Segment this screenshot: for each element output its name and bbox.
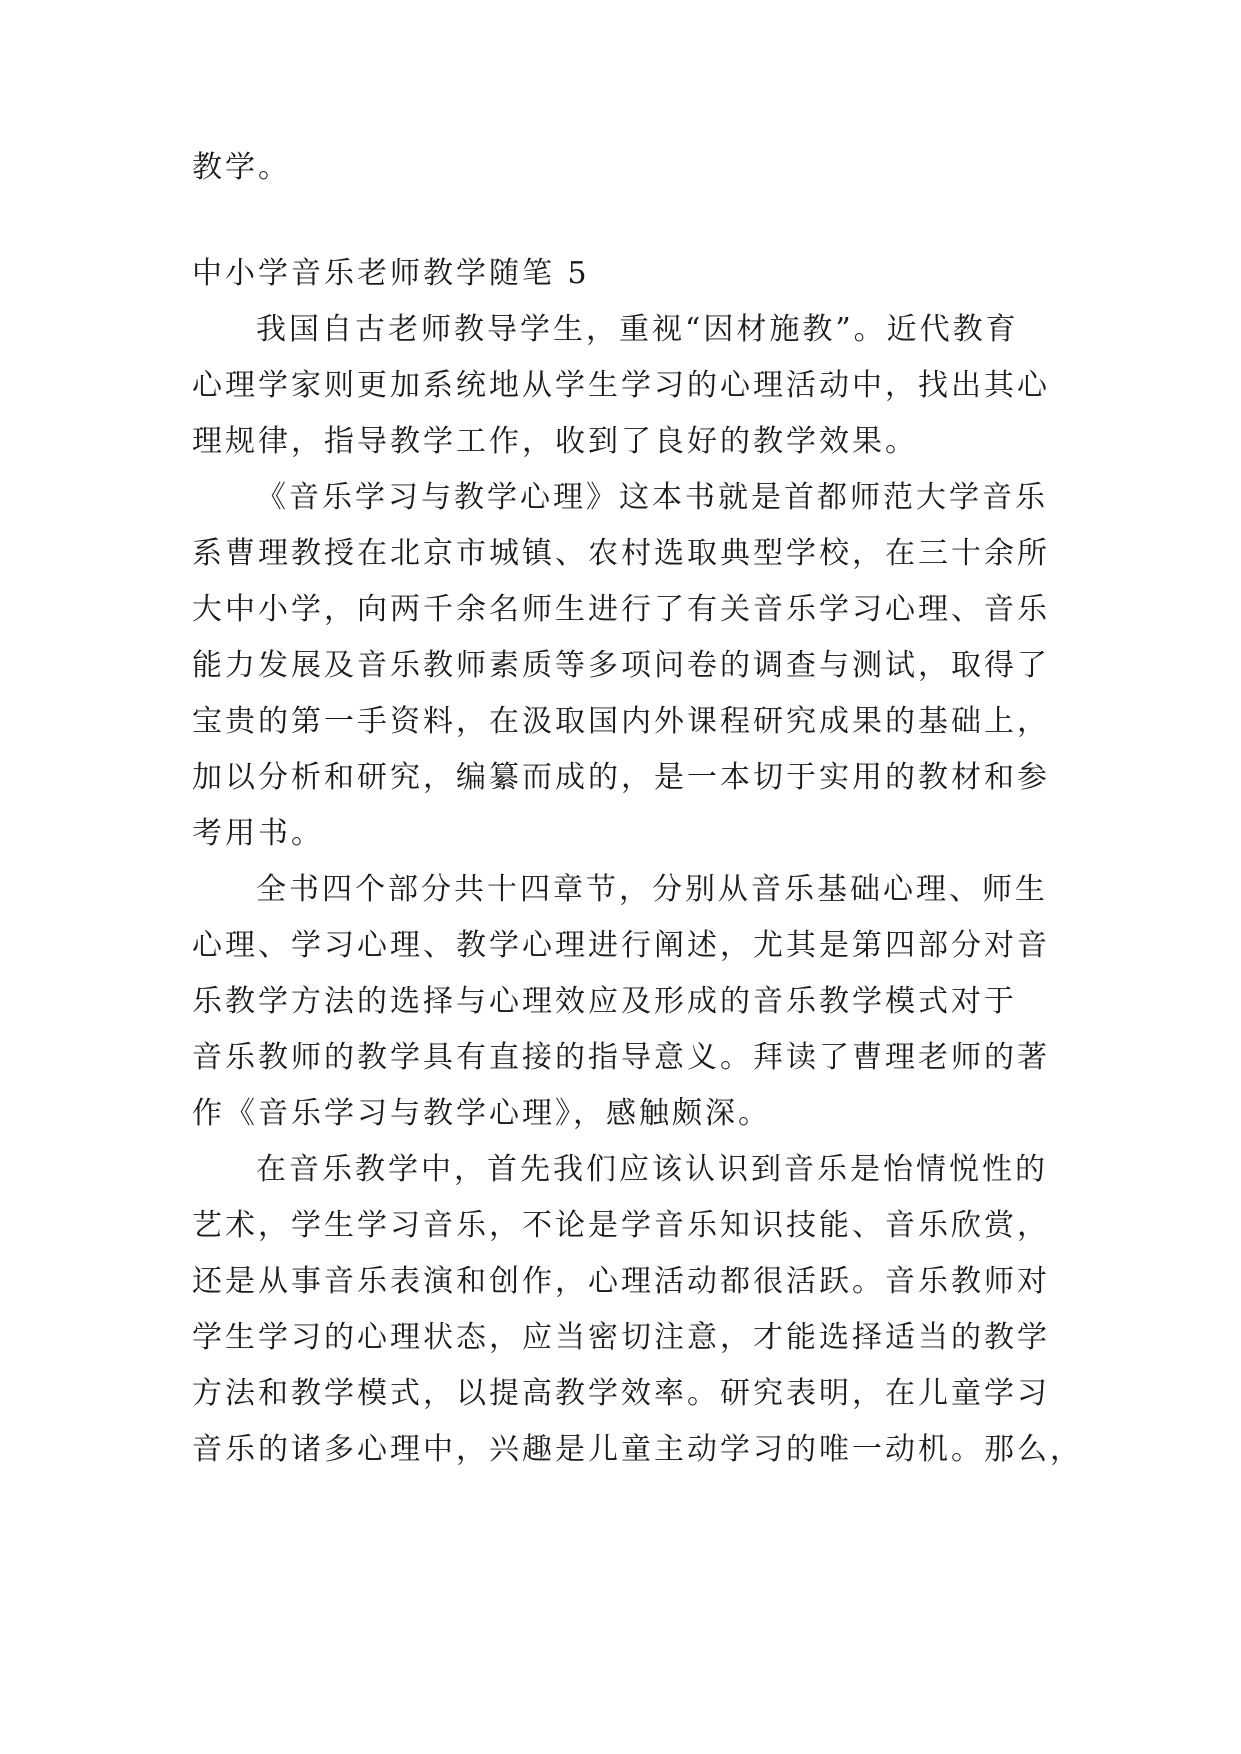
- paragraph-line: 系曹理教授在北京市城镇、农村选取典型学校，在三十余所: [192, 536, 1050, 571]
- paragraph-line: 心理、学习心理、教学心理进行阐述，尤其是第四部分对音: [192, 928, 1050, 963]
- paragraph-line: 艺术，学生学习音乐，不论是学音乐知识技能、音乐欣赏，: [192, 1208, 1050, 1243]
- paragraph-line: 《音乐学习与教学心理》这本书就是首都师范大学音乐: [256, 480, 1048, 515]
- paragraph-line: 音乐的诸多心理中，兴趣是儿童主动学习的唯一动机。那么，: [192, 1432, 1083, 1467]
- paragraph-line: 方法和教学模式，以提高教学效率。研究表明，在儿童学习: [192, 1376, 1050, 1411]
- paragraph-line: 学生学习的心理状态，应当密切注意，才能选择适当的教学: [192, 1320, 1050, 1355]
- paragraph-line: 作《音乐学习与教学心理》，感触颇深。: [192, 1096, 771, 1131]
- paragraph-line: 在音乐教学中，首先我们应该认识到音乐是怡情悦性的: [256, 1152, 1048, 1187]
- paragraph-line: 音乐教师的教学具有直接的指导意义。拜读了曹理老师的著: [192, 1040, 1050, 1075]
- section-title: 中小学音乐老师教学随笔 5: [192, 256, 590, 291]
- paragraph-line: 我国自古老师教导学生，重视“因材施教”。近代教育: [256, 312, 1019, 347]
- continuation-text: 教学。: [192, 150, 291, 185]
- paragraph-line: 宝贵的第一手资料，在汲取国内外课程研究成果的基础上，: [192, 704, 1050, 739]
- paragraph-line: 考用书。: [192, 816, 324, 851]
- paragraph-line: 全书四个部分共十四章节，分别从音乐基础心理、师生: [256, 872, 1048, 907]
- paragraph-line: 加以分析和研究，编纂而成的，是一本切于实用的教材和参: [192, 760, 1050, 795]
- paragraph-line: 理规律，指导教学工作，收到了良好的教学效果。: [192, 424, 918, 459]
- paragraph-line: 大中小学，向两千余名师生进行了有关音乐学习心理、音乐: [192, 592, 1050, 627]
- paragraph-line: 还是从事音乐表演和创作，心理活动都很活跃。音乐教师对: [192, 1264, 1050, 1299]
- paragraph-line: 能力发展及音乐教师素质等多项问卷的调查与测试，取得了: [192, 648, 1050, 683]
- paragraph-line: 乐教学方法的选择与心理效应及形成的音乐教学模式对于: [192, 984, 1017, 1019]
- paragraph-line: 心理学家则更加系统地从学生学习的心理活动中，找出其心: [192, 368, 1050, 403]
